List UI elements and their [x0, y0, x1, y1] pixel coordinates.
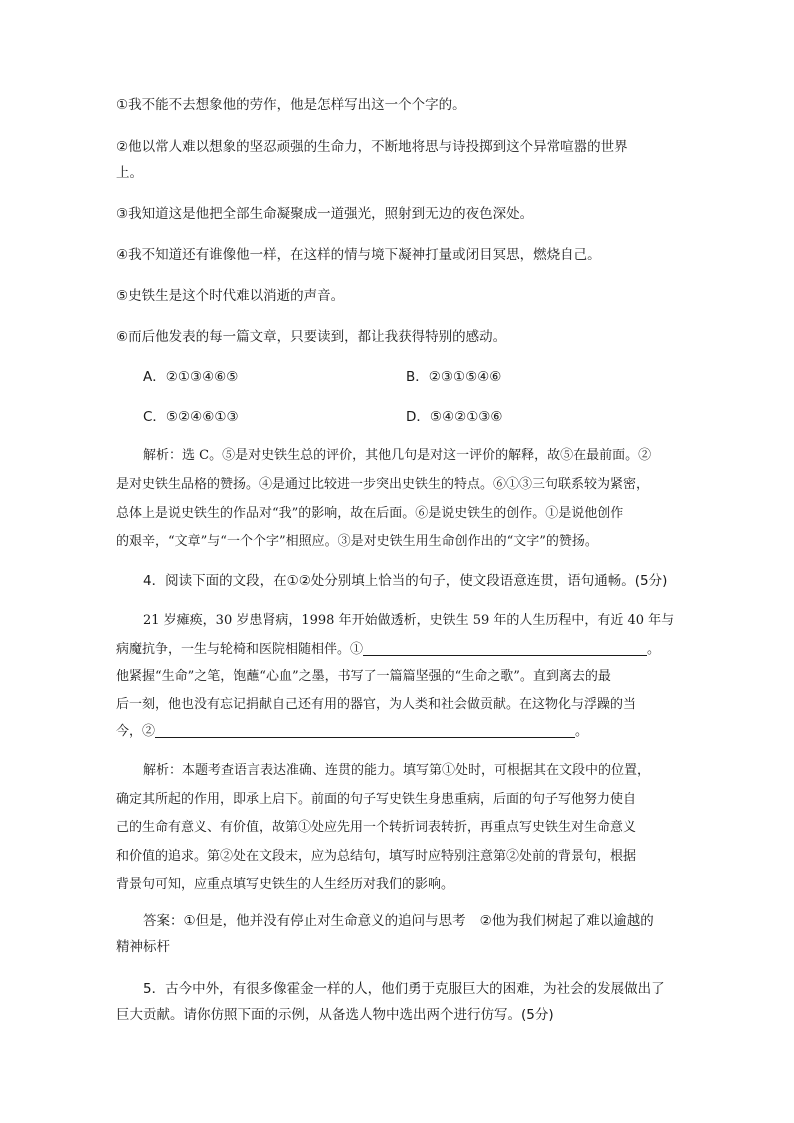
sentence-5: ⑤史铁生是这个时代难以消逝的声音。: [116, 288, 345, 304]
option-c: C．⑤②④⑥①③: [143, 409, 239, 425]
q4-passage-line-4: 后一刻，他也没有忘记捐献自己还有用的器官，为人类和社会做贡献。在这物化与浮躁的当: [116, 697, 637, 712]
blank-1[interactable]: [363, 639, 647, 656]
sentence-3: ③我知道这是他把全部生命凝聚成一道强光，照射到无边的夜色深处。: [116, 206, 534, 222]
analysis-q4-line-3: 己的生命有意义、有价值，故第①处应先用一个转折词表转折，再重点写史铁生对生命意义: [116, 820, 637, 835]
analysis-q4-line-1: 解析：本题考查语言表达准确、连贯的能力。填写第①处时，可根据其在文段中的位置，: [143, 763, 651, 778]
analysis-q3-line-1: 解析：选 C。⑤是对史铁生总的评价，其他几句是对这一评价的解释，故⑤在最前面。②: [143, 448, 652, 463]
q4-passage-line-2: [116, 635, 682, 664]
q4-passage-line-3: 他紧握“生命”之笔，饱蘸“心血”之墨，书写了一篇篇坚强的“生命之歌”。直到离去的最: [116, 669, 611, 684]
analysis-q4-line-2: 确定其所起的作用，即承上启下。前面的句子写史铁生身患重病，后面的句子写他努力使自: [116, 792, 637, 807]
q4-passage-line-1: 21 岁瘫痪，30 岁患肾病，1998 年开始做透析，史铁生 59 年的人生历程中，有近 40 年与: [143, 613, 675, 628]
answer-q4-part-2: ②他为我们树起了难以逾越的: [479, 913, 654, 929]
option-b: B．②③①⑤④⑥: [406, 369, 502, 385]
q4-passage-line-5-text: 今，②: [116, 724, 156, 739]
question-4-stem: 4．阅读下面的文段，在①②处分别填上恰当的句子，使文段语意连贯，语句通畅。(5分): [143, 573, 668, 589]
q4-passage-line-2-text: 病魔抗争，一生与轮椅和医院相随相伴。①: [116, 642, 364, 657]
sentence-2-cont: 上。: [116, 165, 143, 181]
analysis-q3-line-3: 总体上是说史铁生的作品对“我”的影响，故在后面。⑥是说史铁生的创作。①是说他创作: [116, 506, 624, 521]
sentence-2: ②他以常人难以想象的坚忍顽强的生命力，不断地将思与诗投掷到这个异常喧嚣的世界: [116, 139, 628, 155]
q4-passage-line-5: [116, 717, 682, 746]
analysis-q3-line-4: 的艰辛，“文章”与“一个个字”相照应。③是对史铁生用生命创作出的“文字”的赞扬。: [116, 534, 598, 549]
sentence-1: ①我不能不去想象他的劳作，他是怎样写出这一个个字的。: [116, 97, 466, 113]
option-d: D．⑤④②①③⑥: [406, 409, 503, 425]
question-5-line-1: 5．古今中外，有很多像霍金一样的人，他们勇于克服巨大的困难，为社会的发展做出了: [143, 981, 665, 997]
q4-passage-line-5-end: 。: [575, 724, 589, 739]
question-5-line-2: 巨大贡献。请你仿照下面的示例，从备选人物中选出两个进行仿写。(5分): [116, 1007, 554, 1023]
analysis-q3-line-2: 是对史铁生品格的赞扬。④是通过比较进一步突出史铁生的特点。⑥①③三句联系较为紧密，: [116, 477, 650, 492]
answer-q4-part-1: 答案：①但是，他并没有停止对生命意义的追问与思考: [143, 913, 466, 929]
analysis-q4-line-5: 背景句可知，应重点填写史铁生的人生经历对我们的影响。: [116, 877, 455, 892]
sentence-6: ⑥而后他发表的每一篇文章，只要读到，都让我获得特别的感动。: [116, 329, 507, 345]
sentence-4: ④我不知道还有谁像他一样，在这样的情与境下凝神打量或闭目冥思，燃烧自己。: [116, 247, 601, 263]
analysis-q4-line-4: 和价值的追求。第②处在文段末，应为总结句，填写时应特别注意第②处前的背景句，根据: [116, 849, 637, 864]
q4-passage-line-2-end: 。: [647, 642, 661, 657]
option-a: A．②①③④⑥⑤: [143, 369, 239, 385]
blank-2[interactable]: [155, 721, 575, 738]
answer-q4-line-2: 精神标杆: [116, 939, 170, 955]
